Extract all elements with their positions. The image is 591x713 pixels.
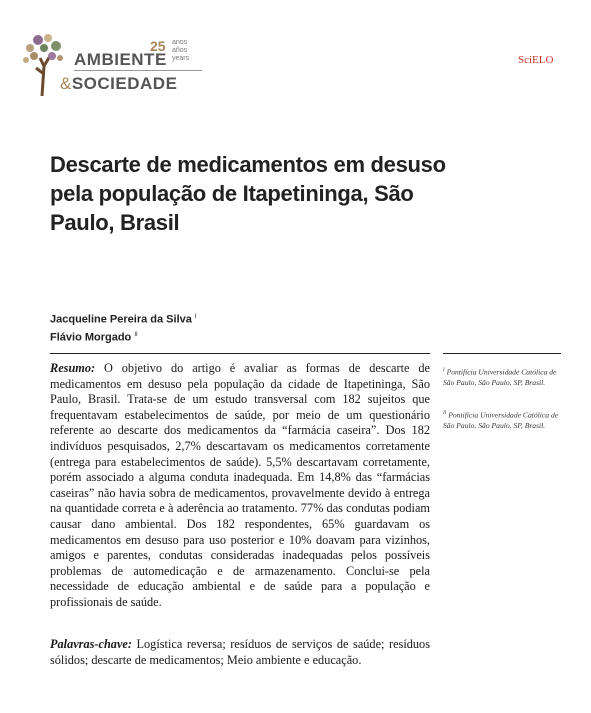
article-title: Descarte de medicamentos em desuso pela população de Itapetininga, São Paulo, Brasil bbox=[50, 152, 446, 235]
abstract bbox=[50, 361, 430, 611]
logo-sociedade: &SOCIEDADE bbox=[60, 74, 178, 93]
abstract-label: Resumo: bbox=[50, 361, 96, 375]
keywords-label: Palavras-chave: bbox=[50, 637, 132, 651]
scielo-logo: SciELO bbox=[518, 54, 554, 66]
affiliation-1: $^I$ Pontifícia Universidade Católica de São Paulo, São Paulo, SP, Brasil. bbox=[443, 367, 557, 387]
journal-logo bbox=[20, 30, 190, 100]
logo-divider bbox=[74, 70, 202, 71]
affiliation-2: $^{II}$ Pontifícia Universidade Católica de São Paulo, São Paulo, SP, Brasil. bbox=[443, 410, 559, 430]
keywords bbox=[50, 637, 430, 668]
affiliation-divider bbox=[443, 353, 561, 354]
abstract-text: O objetivo do artigo é avaliar as formas de descarte de medicamentos em desuso pela população da cidade de Itapetininga, São Paulo, Brasil. Trata-se de um estudo transversal com 182 sujeitos que frequentavam estabelecimentos de saúde, por meio de um questionário referente ao descarte dos medicamentos da “farmácia caseira”. Dos 182 indivíduos pesquisados, 2,7% descartavam os medicamentos corretamente (entrega para estabelecimentos de saúde). 5,5% descartavam corretamente, porém associado a alguma conduta inadequada. Em 14,8% das “farmácias caseiras” não havia sobra de medicamentos, provavelmente devido à entrega na quantidade correta e à aderência ao tratamento. 77% das condutas podiam causar dano ambiental. Dos 182 respondentes, 65% guardavam os medicamentos em desuso para uso posterior e 10% doavam para vizinhos, amigos e parentes, condutas consideradas inadequadas pelos possíveis problemas de automedicação e de armazenamento. Conclui-se pela necessidade de educação ambiental e de saúde para a população e profissionais de saúde. bbox=[50, 361, 430, 609]
author-list bbox=[50, 310, 197, 345]
author-2: Flávio Morgado $^{II}$ bbox=[50, 331, 138, 344]
anniversary-number: 25 bbox=[150, 38, 166, 54]
author-1: Jacqueline Pereira da Silva $^I$ bbox=[50, 313, 197, 326]
abstract-divider bbox=[50, 353, 430, 354]
logo-ambiente: AMBIENTE bbox=[74, 50, 167, 69]
anniversary-text: anos años years bbox=[172, 39, 190, 62]
keywords-text: Logística reversa; resíduos de serviços de saúde; resíduos sólidos; descarte de medicamentos; Meio ambiente e educação. bbox=[50, 637, 430, 667]
